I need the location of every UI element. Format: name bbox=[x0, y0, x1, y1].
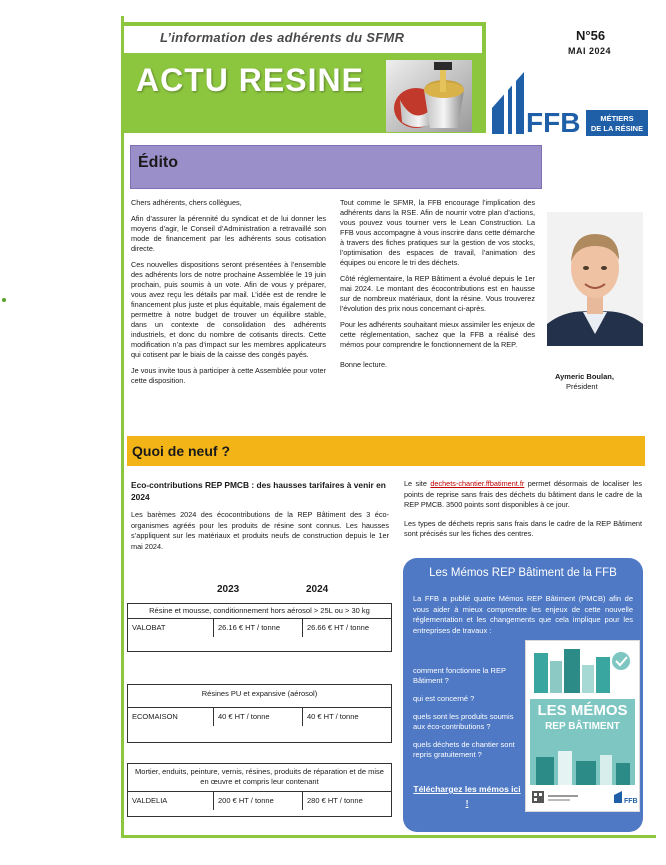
edito-paragraph: Côté réglementaire, la REP Bâtiment a évolué depuis le 1er mai 2024. Le montant des écocontributions est en hausse sur de nombreux matériaux, dont la résine. Vous trouverez l’évolution des prix nous concernant ci-après. bbox=[340, 274, 535, 313]
author-role: Président bbox=[566, 382, 598, 391]
price-2024-cell: 26.66 € HT / tonne bbox=[307, 623, 369, 632]
edito-paragraph: Tout comme le SFMR, la FFB encourage l’implication des adhérents dans la RSE. Afin de nourrir votre plan d’actions, vous pouvez vous tourner vers le Lean Construction. La FFB vous accompagne à vous inscrire dans cette démarche à travers des fiches pratiques sur la gestion de vos stocks, l’optimisation des espaces de travail, l’animation des équipes ou encore le tri des déchets. bbox=[340, 198, 535, 267]
green-frame-bottom bbox=[121, 835, 656, 838]
list-item: qui est concerné ? bbox=[413, 694, 475, 703]
download-memos-link[interactable]: Téléchargez les mémos ici ! bbox=[413, 784, 521, 808]
news-types-paragraph: Les types de déchets repris sans frais dans le cadre de la REP Bâtiment sont précisés sur les fiches des centres. bbox=[404, 518, 642, 538]
price-2023-cell: 40 € HT / tonne bbox=[214, 708, 303, 726]
newsletter-title: ACTU RESINE bbox=[136, 62, 364, 98]
ffb-logo bbox=[490, 68, 650, 138]
cover-title-line-1: LES MÉMOS bbox=[537, 702, 628, 719]
edito-paragraph: Ces nouvelles dispositions seront présentées à l’ensemble des adhérents lors de notre prochaine Assemblée le 19 juin prochain, puis soumis à un vote. Afin de vous y préparer, vous avez reçu les détails par mail. L’idée est de rendre le financement plus juste et plus équitable, mais également de permettre à notre budget de trouver un équilibre stable, dans un contexte de consolidation des adhérents industriels, et donc du nombre de cotisants directs. Cette modification n’a pas d’impact sur les membres applicateurs qui cotisent par le biais de la caisse des congés payés. bbox=[131, 260, 326, 359]
issue-number: N°56 bbox=[576, 28, 606, 43]
margin-dot bbox=[2, 298, 6, 302]
list-item: comment fonctionne la REP Bâtiment ? bbox=[413, 666, 506, 685]
author-name: Aymeric Boulan, bbox=[555, 372, 614, 381]
table-heading: Résines PU et expansive (aérosol) bbox=[201, 689, 318, 698]
price-2023-cell: 26.16 € HT / tonne bbox=[214, 619, 303, 637]
edito-column-1 bbox=[131, 198, 326, 392]
news-body: Les barèmes 2024 des écocontributions de la REP Bâtiment des 3 éco-organismes agréés pour les produits de résine sont connus. Les hausses s’appliquent sur les matériaux et produits neufs de construction depuis le 1er mai 2024. bbox=[131, 510, 389, 551]
table-row bbox=[128, 707, 391, 726]
edito-column-2 bbox=[340, 198, 535, 376]
tagline: L’information des adhérents du SFMR bbox=[160, 30, 405, 45]
svg-text:MÉTIERS: MÉTIERS bbox=[600, 114, 634, 123]
resin-bucket-illustration bbox=[386, 60, 472, 132]
news-heading: Eco-contributions REP PMCB : des hausses tarifaires à venir en 2024 bbox=[131, 480, 386, 502]
memos-cover-image bbox=[525, 640, 640, 812]
year-2024-label: 2024 bbox=[306, 584, 329, 595]
cover-ffb-logo: FFB bbox=[624, 798, 638, 805]
cover-buildings-icon bbox=[530, 747, 635, 785]
edito-paragraph: Je vous invite tous à participer à cette Assemblée pour voter cette disposition. bbox=[131, 366, 326, 385]
memos-title: Les Mémos REP Bâtiment de la FFB bbox=[429, 567, 617, 579]
edito-paragraph: Afin d’assurer la pérennité du syndicat et de lui donner les moyens d’agir, le Conseil d’Administration a retravaillé son mode de financement par les adhérents sous cotisation directe. bbox=[131, 214, 326, 253]
eco-table-ecomaison bbox=[127, 684, 392, 743]
organism-cell: VALDELIA bbox=[128, 792, 214, 810]
organism-cell: VALOBAT bbox=[128, 619, 214, 637]
edito-paragraph: Bonne lecture. bbox=[340, 360, 388, 369]
organism-cell: ECOMAISON bbox=[128, 708, 214, 726]
table-row bbox=[128, 791, 391, 810]
news-site-paragraph bbox=[404, 479, 642, 511]
text-after-link: permet désormais de localiser les points de reprise sans frais des déchets du bâtiment dans le cadre de la REP PMCB. 3500 points sont disponibles à ce jour. bbox=[404, 479, 642, 509]
year-2023-label: 2023 bbox=[217, 584, 240, 595]
table-heading: Mortier, enduits, peinture, vernis, résines, produits de réparation et de mise en œuvre et compris leur contenant bbox=[135, 767, 384, 786]
price-2024-cell: 280 € HT / tonne bbox=[307, 796, 363, 805]
price-2023-cell: 200 € HT / tonne bbox=[214, 792, 303, 810]
cover-illustration bbox=[532, 647, 633, 699]
edito-title: Édito bbox=[138, 154, 178, 171]
cover-footer bbox=[530, 789, 638, 807]
green-frame-left bbox=[121, 16, 124, 838]
cover-title-line-2: REP BÂTIMENT bbox=[545, 721, 620, 732]
issue-date: MAI 2024 bbox=[568, 46, 612, 56]
memos-intro: La FFB a publié quatre Mémos REP Bâtiment (PMCB) afin de vous aider à mieux comprendre les enjeux de cette nouvelle réglementation et les changements que cela implique pour les entreprises de travaux : bbox=[413, 594, 633, 635]
table-row bbox=[128, 618, 391, 637]
cover-title bbox=[530, 699, 635, 747]
memos-questions bbox=[413, 666, 525, 768]
table-heading: Résine et mousse, conditionnement hors aérosol > 25L ou > 30 kg bbox=[149, 606, 370, 615]
list-item: quels déchets de chantier sont repris gratuitement ? bbox=[413, 740, 515, 759]
news-title: Quoi de neuf ? bbox=[132, 443, 230, 459]
edito-paragraph: Chers adhérents, chers collègues, bbox=[131, 198, 242, 207]
ffb-acronym: FFB bbox=[526, 107, 581, 138]
dechets-chantier-link[interactable]: dechets-chantier.ffbatiment.fr bbox=[430, 479, 525, 488]
edito-banner bbox=[130, 145, 542, 189]
news-right-column bbox=[404, 479, 642, 548]
edito-paragraph: Pour les adhérents souhaitant mieux assimiler les enjeux de cette réglementation, sachez que la FFB a réalisé des mémos pour comprendre le fonctionnement de la REP. bbox=[340, 320, 535, 349]
eco-table-valdelia bbox=[127, 763, 392, 817]
president-portrait bbox=[547, 212, 643, 346]
price-2024-cell: 40 € HT / tonne bbox=[307, 712, 359, 721]
svg-text:DE LA RÉSINE: DE LA RÉSINE bbox=[590, 124, 644, 133]
list-item: quels sont les produits soumis aux éco-contributions ? bbox=[413, 712, 514, 731]
eco-table-valobat bbox=[127, 603, 392, 652]
text-before-link: Le site bbox=[404, 479, 431, 488]
